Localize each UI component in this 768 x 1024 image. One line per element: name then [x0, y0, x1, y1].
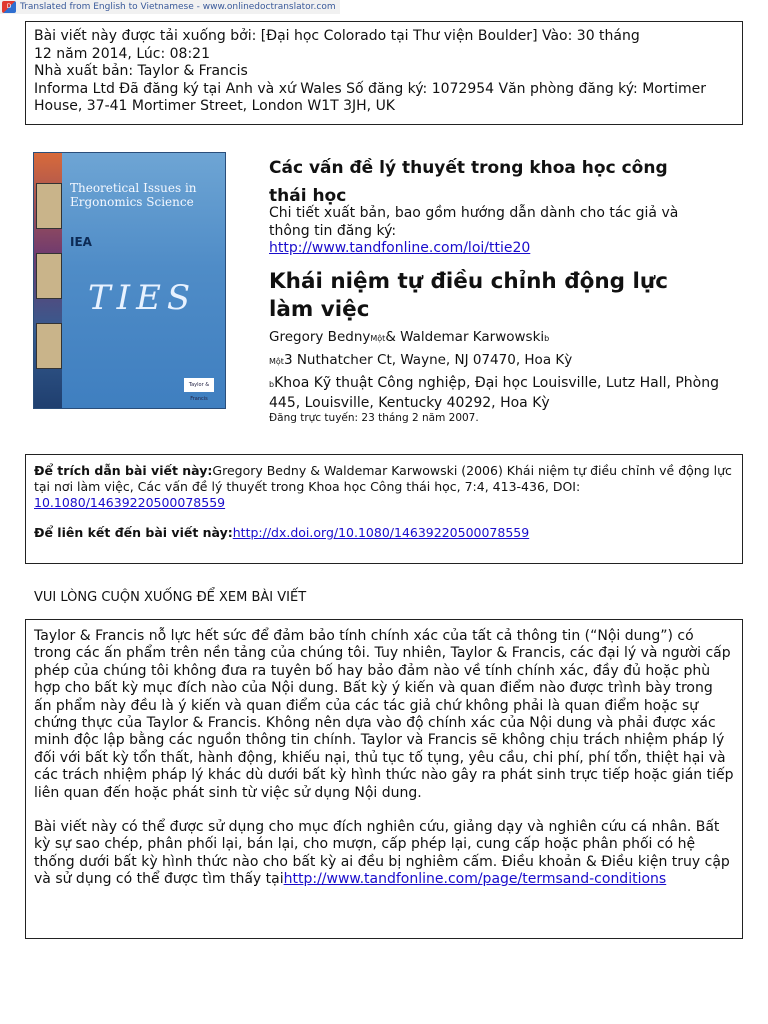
- scroll-note: VUI LÒNG CUỘN XUỐNG ĐỂ XEM BÀI VIẾT: [34, 590, 307, 605]
- affiliation-marker: Một: [269, 357, 284, 366]
- affiliation-marker: b: [544, 334, 550, 343]
- terms-text: Bài viết này có thể được sử dụng cho mục đích nghiên cứu, giảng dạy và nghiên cứu cá nhân. Bất kỳ sự sao chép, phân phối lại, bán lại, cho mượn, cấp phép lại, cung cấp hoặc phân phối có hệ thống dưới bất kỳ hình thức nào cho bất kỳ ai đều bị nghiêm cấm. Điều khoản & Điều kiện truy cập và sử dụng có thể được tìm thấy tại: [34, 819, 730, 888]
- doi-url-link[interactable]: http://dx.doi.org/10.1080/14639220500078559: [232, 525, 530, 540]
- citation-box: [25, 454, 743, 564]
- terms-paragraph: [34, 819, 734, 889]
- cite-paragraph: [34, 463, 734, 511]
- disclaimer-box: [25, 619, 743, 939]
- link-paragraph: [34, 525, 734, 541]
- link-label: Để liên kết đến bài viết này:: [34, 525, 233, 540]
- disclaimer-paragraph: Taylor & Francis nỗ lực hết sức để đảm bảo tính chính xác của tất cả thông tin (“Nội dung”) có trong các ấn phẩm trên nền tảng của chúng tôi. Tuy nhiên, Taylor & Francis, các đại lý và người cấp phép của chúng tôi không đưa ra tuyên bố hay bảo đảm nào về tính chính xác, đầy đủ hoặc phù hợp cho bất kỳ mục đích nào của Nội dung. Bất kỳ ý kiến và quan điểm nào được trình bày trong ấn phẩm này đều là ý kiến và quan điểm của các tác giả chứ không phải là quan điểm hoặc sự chứng thực của Taylor & Francis. Không nên dựa vào độ chính xác của Nội dung và phải được xác minh độc lập bằng các nguồn thông tin chính. Taylor và Francis sẽ không chịu trách nhiệm pháp lý đối với bất kỳ tổn thất, hành động, khiếu nại, thủ tục tố tụng, yêu cầu, chi phí, phí tổn, thiệt hại và các trách nhiệm pháp lý khác dù dưới bất kỳ hình thức nào gây ra phát sinh trực tiếp hoặc gián tiếp liên quan đến hoặc phát sinh từ việc sử dụng Nội dung.: [34, 628, 734, 801]
- cover-ties-mark: TIES: [88, 278, 197, 318]
- download-info-box: [25, 21, 743, 125]
- cover-photo: [36, 253, 62, 299]
- download-line: Informa Ltd Đã đăng ký tại Anh và xứ Wales Số đăng ký: 1072954 Văn phòng đăng ký: Mortimer: [34, 80, 707, 97]
- cover-photo: [36, 183, 62, 229]
- journal-info-text: Chi tiết xuất bản, bao gồm hướng dẫn dành cho tác giả và thông tin đăng ký:: [269, 205, 679, 239]
- affiliation-text: Khoa Kỹ thuật Công nghiệp, Đại học Louisville, Lutz Hall, Phòng 445, Louisville, Kentucky 40292, Hoa Kỳ: [269, 375, 720, 411]
- translator-banner[interactable]: [0, 0, 340, 14]
- cover-photo: [36, 323, 62, 369]
- author-name: Gregory Bedny: [269, 329, 371, 345]
- cover-iea-logo: IEA: [70, 235, 92, 249]
- cite-label: Để trích dẫn bài viết này:: [34, 463, 213, 478]
- download-line: House, 37-41 Mortimer Street, London W1T 3JH, UK: [34, 98, 395, 114]
- cover-publisher-logo: Taylor & Francis: [184, 378, 214, 392]
- translator-banner-text[interactable]: Translated from English to Vietnamese - www.onlinedoctranslator.com: [20, 2, 336, 12]
- terms-link[interactable]: http://www.tandfonline.com/page/termsand-conditions: [283, 871, 667, 888]
- journal-url-link[interactable]: http://www.tandfonline.com/loi/ttie20: [269, 240, 531, 256]
- authors-line: [269, 329, 549, 345]
- download-line: Nhà xuất bản: Taylor & Francis: [34, 63, 248, 79]
- journal-info: [269, 205, 709, 258]
- journal-title: Các vấn đề lý thuyết trong khoa học công thái học: [269, 158, 668, 206]
- affiliation-1: [269, 352, 572, 368]
- download-line: Bài viết này được tải xuống bởi: [Đại học Colorado tại Thư viện Boulder] Vào: 30 tháng: [34, 28, 640, 44]
- affiliation-marker: b: [269, 380, 275, 389]
- affiliation-marker: Một: [370, 334, 386, 343]
- doi-link[interactable]: 10.1080/14639220500078559: [34, 495, 226, 510]
- author-name: & Waldemar Karwowski: [385, 329, 545, 345]
- cover-title: Theoretical Issues in Ergonomics Science: [70, 181, 197, 209]
- affiliation-2: [269, 374, 729, 412]
- journal-cover-image: [33, 152, 226, 409]
- affiliation-text: 3 Nuthatcher Ct, Wayne, NJ 07470, Hoa Kỳ: [283, 352, 573, 368]
- download-line: 12 năm 2014, Lúc: 08:21: [34, 45, 210, 62]
- cover-photo-strip: [34, 153, 62, 408]
- cite-text: Gregory Bedny & Waldemar Karwowski (2006) Khái niệm tự điều chỉnh về động lực tại nơi làm việc, Các vấn đề lý thuyết trong Khoa học Công thái học, 7:4, 413-436, DOI:: [34, 463, 732, 494]
- published-date: Đăng trực tuyến: 23 tháng 2 năm 2007.: [269, 412, 479, 424]
- translator-logo-icon: D: [2, 1, 16, 13]
- article-title: Khái niệm tự điều chỉnh động lực làm việc: [269, 269, 668, 322]
